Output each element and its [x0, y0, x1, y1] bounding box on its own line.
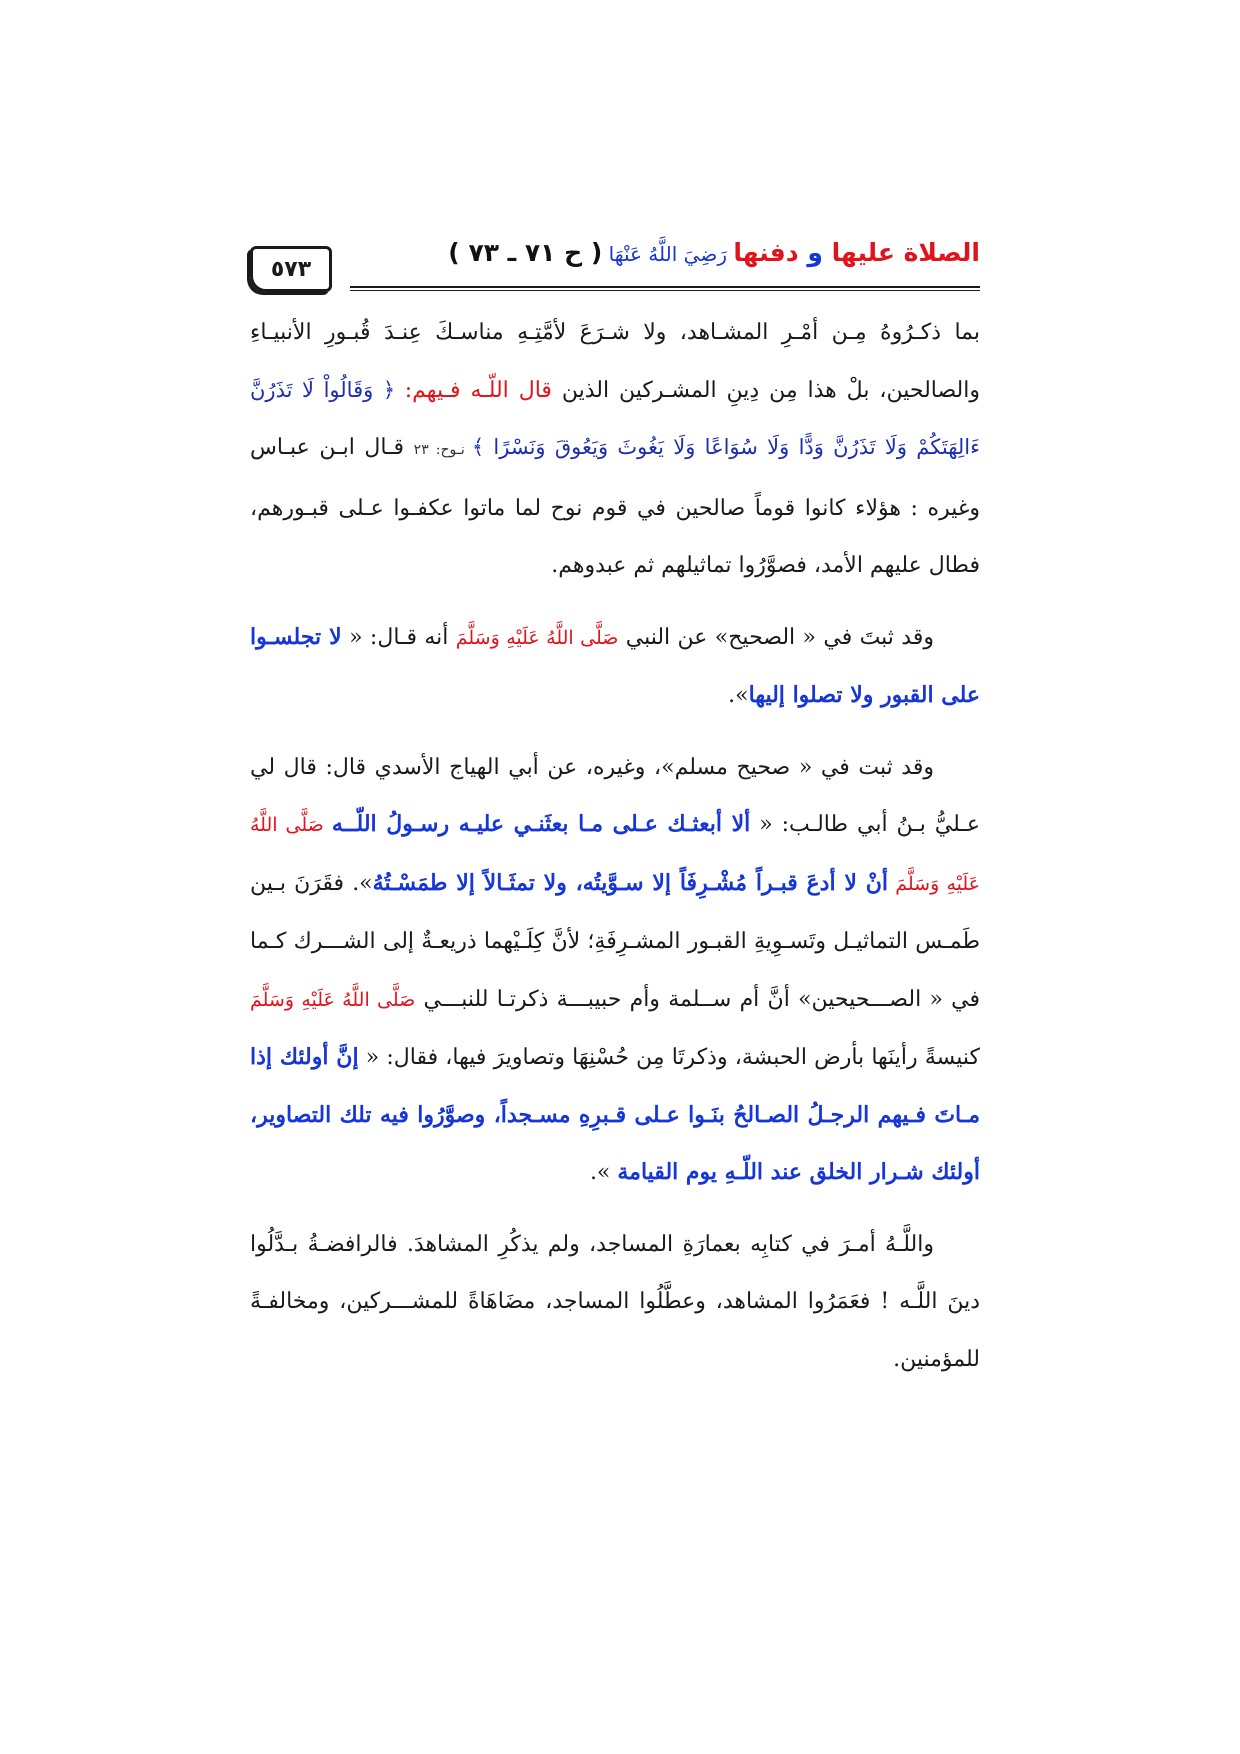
title-hadith-range: ( ح ٧١ ـ ٧٣ ) — [448, 238, 603, 267]
paragraph-2 — [250, 609, 980, 725]
honorific: صَلَّى اللَّهُ عَلَيْهِ وَسَلَّمَ — [250, 814, 980, 895]
title-prayer: الصلاة عليها — [831, 238, 980, 267]
p3-close: ». — [589, 1160, 618, 1185]
quran-verse: ﴿ وَقَالُواْ لَا تَذَرُنَّ ءَالِهَتَكُمْ وَلَا تَذَرُنَّ وَدًّا وَلَا سُوَاعًا وَلَا يَغُوثَ وَيَعُوقَ وَنَسْرًا ﴾ — [250, 377, 980, 459]
hadith-text: لا تجلسـوا على القبور ولا تصلوا إليها — [250, 623, 980, 708]
hadith-text: إنَّ أولئك إذا مـاتَ فـيهم الرجـلُ الصـالحُ بنَـوا عـلى قـبرِهِ مسـجداً، وصوَّرُوا فيه تلك التصاوير، أولئك شـرار الخلق عند اللّـهِ يوم القيامة — [250, 1044, 980, 1185]
p1-text-continued: قـال ابـن عبـاس وغيره : هؤلاء كانوا قوماً صالحين في قوم نوح لما ماتوا عكفـوا عـلى قبـورهم، فطال عليهم الأمد، فصوَّرُوا تماثيلهم ثم عبدوهم. — [250, 435, 980, 578]
title-honorific: رَضِيَ اللَّهُ عَنْهَا — [602, 242, 734, 266]
title-burial: دفنها — [733, 238, 799, 267]
honorific: صَلَّى اللَّهُ عَلَيْهِ وَسَلَّمَ — [250, 988, 416, 1011]
p1-quote-intro: قال اللّـه فـيهم: — [404, 377, 552, 403]
p2-text: وقد ثبتَ في « الصحيح» عن النبي — [618, 624, 934, 650]
honorific: صَلَّى اللَّهُ عَلَيْهِ وَسَلَّمَ — [455, 626, 619, 649]
paragraph-1 — [250, 304, 980, 595]
hadith-text: أنْ لا أدعَ قبـراً مُشْـرِفَاً إلا سـوَّيتُه، ولا تمثَـالاً إلا طمَسْـتُهُ — [372, 869, 889, 896]
p3-text-2: ». فقَرَنَ بـين طَمـس التماثيـل وتَسـوِيةِ القبـور المشـرِفَةِ؛ لأنَّ كِلَـيْهما ذريعـةٌ إلى الشـــرك كـما في « الصـــحيحين» أنَّ أم ســلمة وأم حبيبـــة ذكرتـا للنبـــي — [250, 870, 981, 1012]
page-number: ٥٧٣ — [250, 246, 332, 292]
paragraph-3 — [250, 739, 980, 1202]
verse-reference: نـوح: ٢٣ — [413, 442, 472, 458]
page-header — [250, 232, 980, 292]
p3-text: وقد ثبت في « صحيح مسلم»، وغيره، عن أبي الهياج الأسدي قال: قال لي عـليُّ بـنُ أبي طالـب: « — [250, 754, 980, 837]
chapter-title — [448, 238, 980, 267]
p3-text-3: كنيسةً رأينَها بأرض الحبشة، وذكرتَا مِن حُسْنِهَا وتصاويرَ فيها، فقال: « — [358, 1045, 981, 1070]
p2-text-2: أنه قـال: « — [341, 624, 456, 650]
paragraph-4: واللَّـهُ أمـرَ في كتابِه بعمارَةِ المساجد، ولم يذكُرِ المشاهدَ. فالرافضـةُ بـدَّلُوا دينَ اللَّـه ! فعَمَرُوا المشاهد، وعطَّلُوا المساجد، مضَاهَاةً للمشـــركين، ومخالفـةً للمؤمنين. — [250, 1231, 980, 1372]
p2-close: ». — [728, 683, 749, 708]
title-and: و — [798, 238, 832, 267]
hadith-text: ألا أبعثـك عـلى مـا بعثَنـي عليـه رسـولُ اللّــه — [331, 811, 751, 837]
p1-text: بما ذكـرُوهُ مِـن أمْـرِ المشـاهد، ولا شـرَعَ لأمَّتِـهِ مناسـكَ عِنـدَ قُبـورِ الأنبيـاءِ والصالحين، بلْ هذا مِن دِينِ المشـركين الذين — [250, 320, 980, 403]
header-rule-thin — [350, 290, 980, 291]
body-text — [250, 304, 980, 1388]
header-rule — [350, 286, 980, 288]
